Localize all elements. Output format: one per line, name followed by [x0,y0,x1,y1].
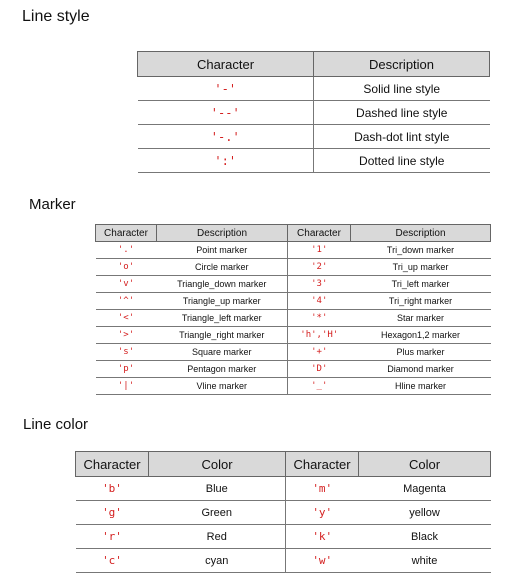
column-header: Color [359,452,491,477]
character-cell: 's' [96,344,157,361]
description-cell: Tri_up marker [351,259,491,276]
description-cell: Triangle_down marker [157,276,288,293]
description-cell: Plus marker [351,344,491,361]
character-cell: 'D' [288,361,351,378]
character-cell: 'o' [96,259,157,276]
description-cell: Hline marker [351,378,491,395]
description-cell: Dash-dot lint style [314,125,490,149]
description-cell: Triangle_up marker [157,293,288,310]
table-row [96,276,491,293]
character-cell: '>' [96,327,157,344]
description-cell: Tri_left marker [351,276,491,293]
description-cell: Circle marker [157,259,288,276]
description-cell: white [359,549,491,573]
table-row [76,477,491,501]
description-cell: Point marker [157,242,288,259]
table-row [138,149,490,173]
table-row [96,344,491,361]
line-style-table [137,51,490,173]
character-cell: 'r' [76,525,149,549]
character-cell: 'g' [76,501,149,525]
description-cell: Magenta [359,477,491,501]
character-cell: '+' [288,344,351,361]
line-color-table [75,451,491,573]
table-row [138,101,490,125]
description-cell: Black [359,525,491,549]
character-cell: '*' [288,310,351,327]
description-cell: Green [149,501,286,525]
description-cell: Square marker [157,344,288,361]
line-color-heading: Line color [23,416,89,433]
character-cell: '<' [96,310,157,327]
description-cell: Vline marker [157,378,288,395]
description-cell: Star marker [351,310,491,327]
character-cell: '.' [96,242,157,259]
table-row [96,310,491,327]
table-row [76,501,491,525]
character-cell: 'c' [76,549,149,573]
column-header: Color [149,452,286,477]
marker-table [95,224,491,395]
character-cell: 'm' [286,477,359,501]
character-cell: 'v' [96,276,157,293]
character-cell: 'w' [286,549,359,573]
character-cell: '--' [138,101,314,125]
character-cell: '|' [96,378,157,395]
table-row [96,327,491,344]
column-header: Character [96,225,157,242]
column-header: Character [76,452,149,477]
table-row [96,378,491,395]
description-cell: Triangle_left marker [157,310,288,327]
character-cell: '4' [288,293,351,310]
character-cell: '_' [288,378,351,395]
description-cell: Triangle_right marker [157,327,288,344]
description-cell: Dotted line style [314,149,490,173]
description-cell: Solid line style [314,77,490,101]
description-cell: Hexagon1,2 marker [351,327,491,344]
character-cell: '3' [288,276,351,293]
description-cell: Dashed line style [314,101,490,125]
description-cell: yellow [359,501,491,525]
column-header: Character [288,225,351,242]
column-header: Character [138,52,314,77]
character-cell: '-.' [138,125,314,149]
description-cell: Red [149,525,286,549]
column-header: Character [286,452,359,477]
description-cell: cyan [149,549,286,573]
description-cell: Diamond marker [351,361,491,378]
character-cell: '-' [138,77,314,101]
table-row [138,77,490,101]
marker-heading: Marker [29,196,76,213]
character-cell: '1' [288,242,351,259]
table-row [96,361,491,378]
character-cell: 'b' [76,477,149,501]
table-row [96,259,491,276]
column-header: Description [351,225,491,242]
character-cell: ':' [138,149,314,173]
description-cell: Pentagon marker [157,361,288,378]
character-cell: 'p' [96,361,157,378]
description-cell: Tri_down marker [351,242,491,259]
table-row [96,293,491,310]
table-row [76,525,491,549]
table-row [96,242,491,259]
column-header: Description [157,225,288,242]
character-cell: 'h','H' [288,327,351,344]
character-cell: 'k' [286,525,359,549]
line-style-heading: Line style [22,8,90,25]
character-cell: '^' [96,293,157,310]
table-row [76,549,491,573]
character-cell: '2' [288,259,351,276]
character-cell: 'y' [286,501,359,525]
table-row [138,125,490,149]
column-header: Description [314,52,490,77]
description-cell: Tri_right marker [351,293,491,310]
description-cell: Blue [149,477,286,501]
